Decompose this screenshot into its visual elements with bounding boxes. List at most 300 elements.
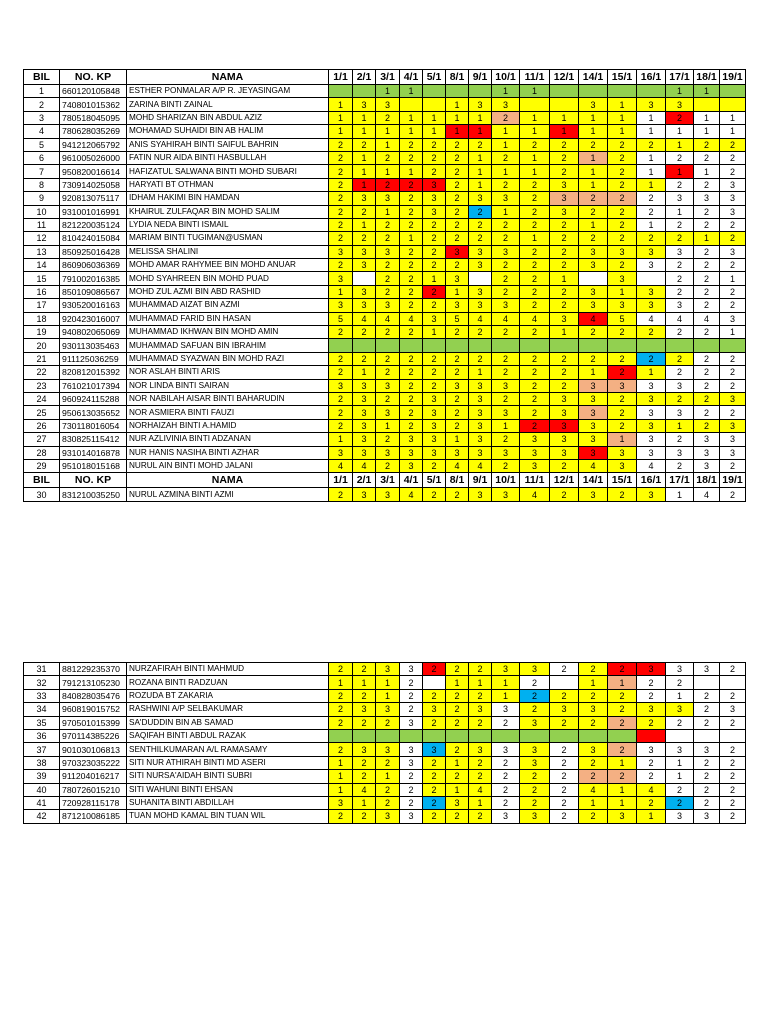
cell-day-value: 1: [550, 272, 579, 285]
cell-day-value: 2: [579, 810, 608, 823]
cell-day-value: 1: [694, 111, 720, 124]
cell-day-value: 3: [469, 743, 492, 756]
cell-day-value: 3: [520, 810, 550, 823]
cell-day-value: 2: [666, 366, 694, 379]
cell-day-value: 2: [666, 232, 694, 245]
table-row: [24, 743, 746, 756]
cell-day-value: 4: [446, 459, 469, 472]
header-day: 8/1: [446, 70, 469, 85]
cell-day-value: [353, 729, 376, 742]
cell-nama: NURUL AIN BINTI MOHD JALANI: [127, 459, 329, 472]
cell-day-value: 2: [400, 379, 423, 392]
cell-day-value: [329, 339, 353, 352]
cell-day-value: 2: [469, 205, 492, 218]
cell-day-value: 3: [579, 259, 608, 272]
cell-day-value: 2: [376, 756, 400, 769]
cell-day-value: 4: [353, 783, 376, 796]
cell-day-value: 1: [666, 138, 694, 151]
cell-day-value: 3: [694, 743, 720, 756]
table-row: [24, 366, 746, 379]
cell-day-value: 2: [694, 406, 720, 419]
cell-day-value: 2: [579, 326, 608, 339]
cell-day-value: [550, 729, 579, 742]
cell-kp: 961005026000: [60, 151, 127, 164]
cell-day-value: 2: [608, 743, 637, 756]
cell-day-value: 2: [694, 703, 720, 716]
cell-day-value: [446, 85, 469, 98]
cell-day-value: 3: [637, 433, 666, 446]
table-row: [24, 689, 746, 702]
cell-nama: IDHAM HAKIMI BIN HAMDAN: [127, 192, 329, 205]
cell-bil: 35: [24, 716, 60, 729]
cell-kp: 780628035269: [60, 125, 127, 138]
cell-day-value: 2: [694, 285, 720, 298]
cell-day-value: 2: [446, 326, 469, 339]
cell-bil: 2: [24, 98, 60, 111]
cell-day-value: 3: [353, 433, 376, 446]
cell-day-value: 2: [492, 366, 520, 379]
cell-day-value: 1: [550, 111, 579, 124]
cell-day-value: 3: [720, 178, 746, 191]
cell-nama: MOHAMAD SUHAIDI BIN AB HALIM: [127, 125, 329, 138]
cell-day-value: 3: [608, 379, 637, 392]
cell-day-value: 2: [423, 716, 446, 729]
cell-day-value: 2: [423, 366, 446, 379]
cell-day-value: 2: [492, 111, 520, 124]
cell-day-value: 3: [520, 756, 550, 769]
cell-day-value: 2: [608, 151, 637, 164]
cell-day-value: 2: [423, 796, 446, 809]
cell-day-value: 5: [329, 312, 353, 325]
cell-day-value: 2: [492, 756, 520, 769]
cell-day-value: [376, 729, 400, 742]
cell-day-value: 2: [353, 770, 376, 783]
cell-day-value: 2: [637, 770, 666, 783]
cell-day-value: 2: [400, 138, 423, 151]
cell-day-value: 2: [400, 419, 423, 432]
cell-day-value: 2: [446, 218, 469, 231]
cell-day-value: 2: [469, 352, 492, 365]
cell-day-value: 2: [492, 433, 520, 446]
cell-day-value: 4: [469, 312, 492, 325]
cell-day-value: 1: [353, 151, 376, 164]
cell-day-value: 2: [520, 205, 550, 218]
cell-kp: 950820016614: [60, 165, 127, 178]
cell-day-value: 3: [520, 459, 550, 472]
cell-bil: 19: [24, 326, 60, 339]
cell-day-value: 2: [520, 689, 550, 702]
cell-day-value: [353, 339, 376, 352]
cell-kp: 930113035463: [60, 339, 127, 352]
cell-nama: HARYATI BT OTHMAN: [127, 178, 329, 191]
table-body-top-continued: [24, 488, 746, 501]
cell-day-value: 2: [492, 178, 520, 191]
cell-day-value: 1: [666, 419, 694, 432]
table-row: [24, 392, 746, 405]
cell-day-value: 3: [400, 459, 423, 472]
cell-day-value: 1: [608, 125, 637, 138]
cell-day-value: [579, 729, 608, 742]
cell-day-value: 3: [608, 459, 637, 472]
cell-day-value: [720, 85, 746, 98]
cell-day-value: 2: [423, 810, 446, 823]
cell-day-value: 2: [400, 178, 423, 191]
cell-day-value: 1: [550, 326, 579, 339]
cell-day-value: 2: [608, 232, 637, 245]
cell-day-value: 2: [694, 272, 720, 285]
cell-day-value: 1: [694, 165, 720, 178]
cell-day-value: 3: [720, 703, 746, 716]
cell-nama: SITI NUR ATHIRAH BINTI MD ASERI: [127, 756, 329, 769]
cell-day-value: 2: [550, 796, 579, 809]
cell-day-value: 1: [608, 285, 637, 298]
cell-day-value: 3: [376, 488, 400, 501]
cell-day-value: 2: [492, 716, 520, 729]
cell-nama: NUR AZLIVINIA BINTI ADZANAN: [127, 433, 329, 446]
cell-day-value: [637, 85, 666, 98]
cell-day-value: 2: [353, 352, 376, 365]
cell-kp: 950613035652: [60, 406, 127, 419]
cell-day-value: 4: [492, 312, 520, 325]
cell-nama: MUHAMMAD SYAZWAN BIN MOHD RAZI: [127, 352, 329, 365]
cell-bil: 12: [24, 232, 60, 245]
cell-bil: 15: [24, 272, 60, 285]
cell-day-value: 2: [446, 689, 469, 702]
header-day: 9/1: [469, 70, 492, 85]
cell-day-value: 2: [694, 352, 720, 365]
cell-day-value: 2: [550, 245, 579, 258]
cell-day-value: 2: [550, 218, 579, 231]
cell-day-value: 1: [353, 366, 376, 379]
cell-day-value: 2: [608, 205, 637, 218]
cell-day-value: 2: [353, 716, 376, 729]
cell-day-value: 2: [720, 379, 746, 392]
cell-day-value: 1: [492, 689, 520, 702]
cell-kp: 941212065792: [60, 138, 127, 151]
cell-day-value: 2: [550, 689, 579, 702]
cell-bil: 24: [24, 392, 60, 405]
header-day: 8/1: [446, 473, 469, 488]
cell-day-value: 3: [423, 743, 446, 756]
cell-day-value: [608, 339, 637, 352]
cell-day-value: 1: [469, 151, 492, 164]
cell-day-value: 3: [492, 98, 520, 111]
cell-day-value: 3: [329, 272, 353, 285]
cell-kp: 931001016991: [60, 205, 127, 218]
cell-day-value: 2: [608, 138, 637, 151]
cell-day-value: 3: [423, 446, 446, 459]
table-row: [24, 459, 746, 472]
cell-day-value: 2: [637, 205, 666, 218]
cell-day-value: 3: [720, 245, 746, 258]
cell-day-value: 1: [353, 178, 376, 191]
cell-day-value: 2: [423, 165, 446, 178]
cell-bil: 27: [24, 433, 60, 446]
cell-day-value: [423, 729, 446, 742]
cell-day-value: 2: [400, 299, 423, 312]
cell-day-value: 3: [492, 379, 520, 392]
table-row: [24, 810, 746, 823]
cell-day-value: 2: [492, 272, 520, 285]
cell-day-value: 2: [608, 352, 637, 365]
cell-day-value: 1: [637, 810, 666, 823]
cell-day-value: 2: [353, 756, 376, 769]
cell-day-value: 3: [637, 245, 666, 258]
cell-day-value: 3: [446, 446, 469, 459]
cell-day-value: 3: [469, 433, 492, 446]
cell-day-value: 2: [720, 743, 746, 756]
cell-day-value: 4: [376, 312, 400, 325]
cell-day-value: 3: [469, 285, 492, 298]
cell-kp: 960819015752: [60, 703, 127, 716]
cell-day-value: 2: [329, 366, 353, 379]
cell-day-value: 2: [400, 392, 423, 405]
header-day: 10/1: [492, 473, 520, 488]
cell-day-value: 3: [520, 743, 550, 756]
cell-kp: 780726015210: [60, 783, 127, 796]
header-day: 17/1: [666, 473, 694, 488]
cell-day-value: 2: [666, 151, 694, 164]
cell-day-value: 2: [694, 689, 720, 702]
cell-day-value: 1: [608, 796, 637, 809]
cell-day-value: 1: [423, 326, 446, 339]
cell-day-value: 3: [469, 98, 492, 111]
cell-day-value: 2: [423, 689, 446, 702]
cell-day-value: 2: [720, 689, 746, 702]
cell-nama: MOHD AMAR RAHYMEE BIN MOHD ANUAR: [127, 259, 329, 272]
table-row: [24, 419, 746, 432]
cell-day-value: 2: [376, 151, 400, 164]
cell-nama: NURZAFIRAH BINTI MAHMUD: [127, 663, 329, 676]
cell-day-value: [637, 339, 666, 352]
cell-day-value: 3: [666, 810, 694, 823]
cell-day-value: 3: [666, 98, 694, 111]
cell-day-value: 2: [353, 689, 376, 702]
cell-bil: 37: [24, 743, 60, 756]
cell-day-value: 4: [637, 312, 666, 325]
cell-kp: 901030106813: [60, 743, 127, 756]
cell-day-value: 2: [520, 245, 550, 258]
cell-kp: 850925016428: [60, 245, 127, 258]
header-day: 5/1: [423, 473, 446, 488]
cell-day-value: 3: [637, 392, 666, 405]
cell-day-value: 2: [550, 259, 579, 272]
cell-kp: 821220035124: [60, 218, 127, 231]
cell-kp: 820812015392: [60, 366, 127, 379]
cell-day-value: 3: [637, 379, 666, 392]
cell-day-value: 1: [469, 165, 492, 178]
cell-day-value: 2: [376, 326, 400, 339]
cell-day-value: 2: [550, 743, 579, 756]
table-row: [24, 285, 746, 298]
cell-day-value: 1: [329, 125, 353, 138]
table-row: [24, 232, 746, 245]
table-row: [24, 192, 746, 205]
cell-day-value: 3: [400, 433, 423, 446]
cell-bil: 36: [24, 729, 60, 742]
cell-bil: 31: [24, 663, 60, 676]
cell-day-value: 2: [400, 272, 423, 285]
cell-day-value: 2: [720, 783, 746, 796]
header-day: 2/1: [353, 70, 376, 85]
table-row: [24, 446, 746, 459]
cell-day-value: 1: [637, 111, 666, 124]
cell-kp: 970323035222: [60, 756, 127, 769]
cell-day-value: 1: [376, 676, 400, 689]
cell-day-value: 1: [666, 125, 694, 138]
cell-day-value: 3: [423, 178, 446, 191]
cell-day-value: 2: [637, 689, 666, 702]
cell-kp: 791002016385: [60, 272, 127, 285]
cell-day-value: 1: [608, 783, 637, 796]
cell-day-value: 2: [329, 205, 353, 218]
cell-bil: 1: [24, 85, 60, 98]
cell-day-value: 3: [353, 285, 376, 298]
cell-nama: MUHAMMAD IKHWAN BIN MOHD AMIN: [127, 326, 329, 339]
cell-day-value: 2: [666, 111, 694, 124]
cell-day-value: 3: [637, 446, 666, 459]
cell-day-value: 1: [376, 85, 400, 98]
cell-day-value: [423, 676, 446, 689]
cell-day-value: 2: [376, 259, 400, 272]
cell-day-value: 3: [720, 446, 746, 459]
cell-day-value: 3: [492, 192, 520, 205]
cell-nama: MELISSA SHALINI: [127, 245, 329, 258]
cell-day-value: 2: [550, 366, 579, 379]
cell-bil: 41: [24, 796, 60, 809]
cell-day-value: 2: [550, 459, 579, 472]
cell-day-value: 4: [637, 783, 666, 796]
cell-day-value: 3: [376, 98, 400, 111]
cell-day-value: 2: [608, 259, 637, 272]
cell-day-value: 2: [446, 488, 469, 501]
cell-day-value: 2: [666, 433, 694, 446]
cell-day-value: 2: [400, 676, 423, 689]
cell-day-value: [550, 339, 579, 352]
attendance-table-bottom: [23, 662, 746, 824]
cell-nama: NORHAIZAH BINTI A.HAMID: [127, 419, 329, 432]
cell-day-value: 3: [579, 419, 608, 432]
cell-bil: 33: [24, 689, 60, 702]
cell-day-value: 1: [492, 676, 520, 689]
cell-day-value: 1: [608, 98, 637, 111]
cell-day-value: 2: [550, 165, 579, 178]
cell-day-value: 3: [446, 272, 469, 285]
table-row: [24, 379, 746, 392]
cell-day-value: 2: [469, 810, 492, 823]
cell-bil: 9: [24, 192, 60, 205]
cell-nama: NOR NABILAH AISAR BINTI BAHARUDIN: [127, 392, 329, 405]
cell-day-value: 2: [400, 366, 423, 379]
cell-nama: MUHAMMAD FARID BIN HASAN: [127, 312, 329, 325]
cell-day-value: 2: [400, 689, 423, 702]
cell-day-value: 2: [446, 352, 469, 365]
cell-day-value: 3: [469, 703, 492, 716]
cell-day-value: 3: [423, 205, 446, 218]
cell-nama: ESTHER PONMALAR A/P R. JEYASINGAM: [127, 85, 329, 98]
cell-day-value: 3: [637, 419, 666, 432]
cell-day-value: 2: [694, 366, 720, 379]
cell-day-value: 2: [694, 326, 720, 339]
cell-day-value: 2: [550, 232, 579, 245]
cell-day-value: 2: [400, 151, 423, 164]
cell-day-value: 2: [423, 783, 446, 796]
cell-day-value: 1: [469, 366, 492, 379]
cell-day-value: 2: [446, 406, 469, 419]
cell-bil: 5: [24, 138, 60, 151]
table-row: [24, 676, 746, 689]
cell-day-value: [329, 85, 353, 98]
cell-day-value: 2: [329, 165, 353, 178]
cell-bil: 29: [24, 459, 60, 472]
cell-kp: 810424015084: [60, 232, 127, 245]
cell-day-value: 2: [376, 272, 400, 285]
cell-day-value: [423, 339, 446, 352]
cell-day-value: 4: [400, 488, 423, 501]
cell-day-value: 2: [720, 259, 746, 272]
table-row: [24, 716, 746, 729]
cell-day-value: 2: [608, 392, 637, 405]
table-row: [24, 352, 746, 365]
cell-bil: 18: [24, 312, 60, 325]
cell-kp: 871210086185: [60, 810, 127, 823]
cell-day-value: 2: [423, 352, 446, 365]
cell-day-value: [694, 676, 720, 689]
cell-nama: TUAN MOHD KAMAL BIN TUAN WIL: [127, 810, 329, 823]
cell-kp: 660120105848: [60, 85, 127, 98]
cell-day-value: 2: [666, 676, 694, 689]
table-row: [24, 138, 746, 151]
cell-day-value: 3: [520, 663, 550, 676]
cell-day-value: 1: [446, 111, 469, 124]
cell-kp: 881229235370: [60, 663, 127, 676]
cell-kp: 720928115178: [60, 796, 127, 809]
cell-day-value: 2: [720, 756, 746, 769]
cell-nama: RASHWINI A/P SELBAKUMAR: [127, 703, 329, 716]
cell-day-value: 2: [520, 299, 550, 312]
cell-day-value: 3: [694, 810, 720, 823]
cell-day-value: 2: [720, 459, 746, 472]
cell-day-value: 1: [720, 125, 746, 138]
cell-day-value: 2: [550, 352, 579, 365]
cell-day-value: 2: [720, 796, 746, 809]
cell-day-value: 2: [492, 796, 520, 809]
cell-day-value: 2: [608, 770, 637, 783]
cell-day-value: [637, 729, 666, 742]
cell-day-value: 2: [469, 138, 492, 151]
cell-nama: ZARINA BINTI ZAINAL: [127, 98, 329, 111]
cell-day-value: 3: [492, 406, 520, 419]
cell-nama: ROZUDA BT ZAKARIA: [127, 689, 329, 702]
table-row: [24, 433, 746, 446]
cell-day-value: 2: [694, 783, 720, 796]
cell-day-value: 2: [492, 285, 520, 298]
cell-kp: 960924115288: [60, 392, 127, 405]
cell-day-value: 3: [469, 488, 492, 501]
cell-day-value: 3: [579, 285, 608, 298]
cell-day-value: 2: [550, 716, 579, 729]
cell-day-value: 2: [446, 151, 469, 164]
cell-day-value: 3: [423, 433, 446, 446]
cell-day-value: 3: [637, 406, 666, 419]
cell-kp: 970501015399: [60, 716, 127, 729]
cell-day-value: 2: [353, 326, 376, 339]
cell-day-value: 3: [666, 446, 694, 459]
cell-day-value: 2: [694, 419, 720, 432]
cell-day-value: 1: [720, 111, 746, 124]
cell-day-value: 3: [376, 743, 400, 756]
cell-day-value: 2: [400, 783, 423, 796]
